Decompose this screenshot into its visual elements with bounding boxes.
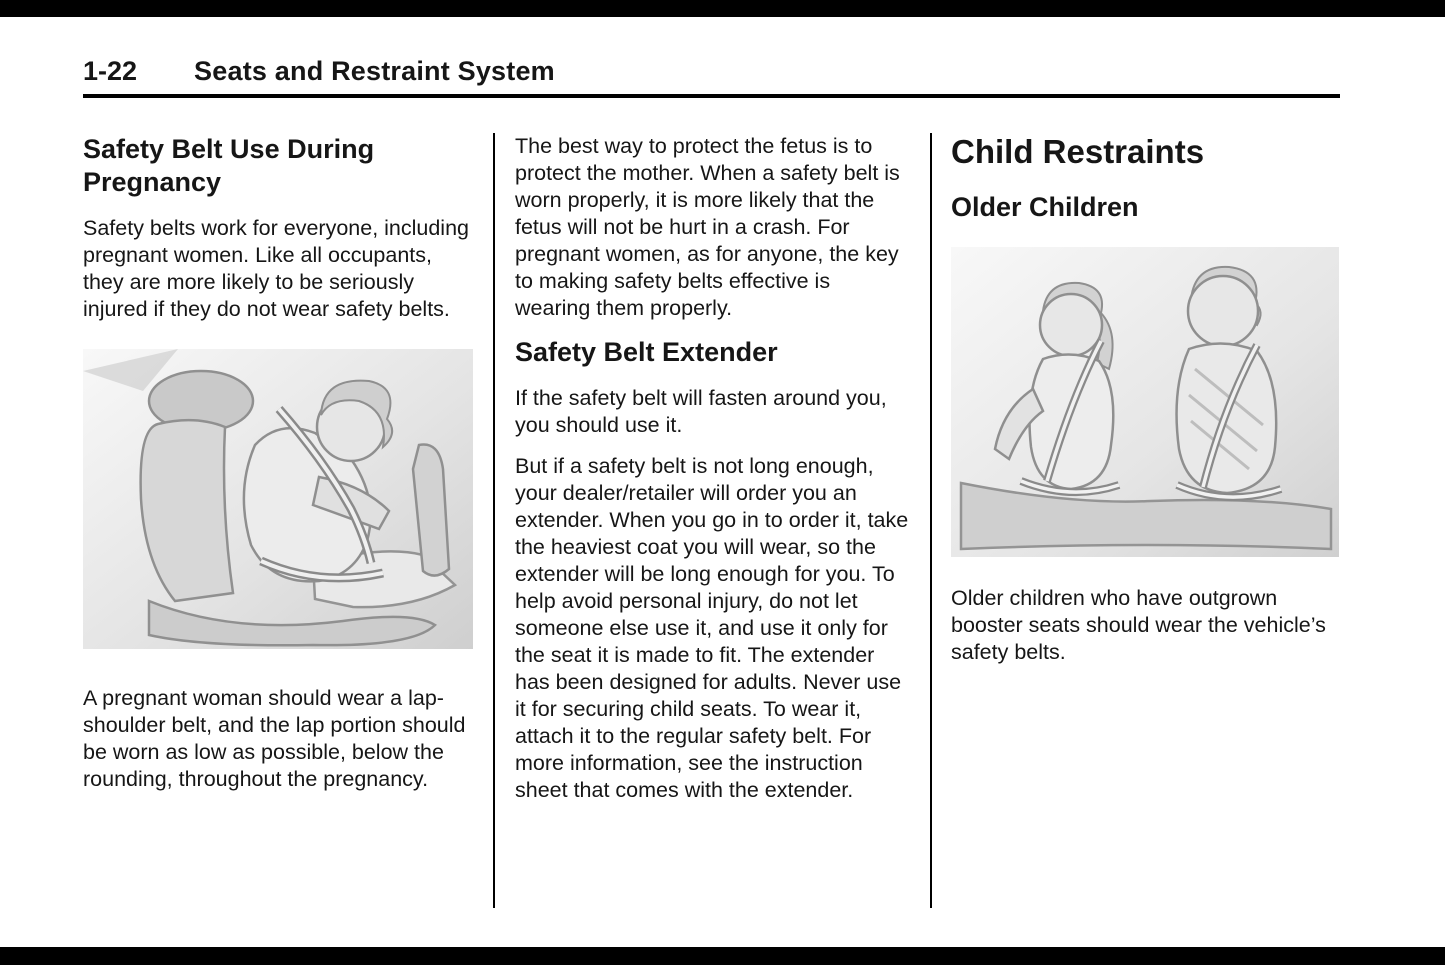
page-number: 1-22	[83, 56, 138, 86]
subsection-heading-older-children: Older Children	[951, 192, 1139, 222]
section-heading-extender: Safety Belt Extender	[515, 337, 778, 367]
header-title: Seats and Restraint System	[194, 56, 555, 86]
section-heading-pregnancy: Safety Belt Use During Pregnancy	[83, 134, 375, 197]
top-black-bar	[0, 0, 1445, 17]
content-columns	[83, 133, 1343, 908]
column-child-restraints	[951, 133, 1343, 680]
chapter-heading-child-restraints: Child Restraints	[951, 133, 1205, 170]
column-divider-2	[930, 133, 932, 908]
paragraph-extender-2: But if a safety belt is not long enough, your dealer/retailer will order you an extender. When you go in to order it, take the heaviest coat you will wear, so the extender will be long enough for you. To help avoid personal injury, do not let someone else use it, and use it only for the seat it is made to fit. The extender has been designed for adults. Never use it for securing child seats. To wear it, attach it to the regular safety belt. For more information, see the instruction sheet that comes with the extender.	[515, 454, 909, 802]
paragraph-fetus: The best way to protect the fetus is to protect the mother. When a safety belt is worn properly, it is more likely that the fetus will not be hurt in a crash. For pregnant women, as for anyone, the key to making safety belts effective is wearing them properly.	[515, 134, 900, 320]
paragraph-pregnancy-2: A pregnant woman should wear a lap-shoulder belt, and the lap portion should be worn as low as possible, below the rounding, throughout the pregnancy.	[83, 686, 466, 791]
pregnant-woman-seatbelt-illustration	[83, 349, 473, 649]
column-divider-1	[493, 133, 495, 908]
page-header	[83, 56, 555, 87]
column-extender	[515, 133, 910, 818]
bottom-black-bar	[0, 947, 1445, 965]
header-rule	[83, 94, 1340, 98]
paragraph-pregnancy-1: Safety belts work for everyone, including pregnant women. Like all occupants, they are more likely to be seriously injured if they do not wear safety belts.	[83, 216, 470, 321]
column-pregnancy	[83, 133, 478, 807]
older-children-seatbelt-illustration	[951, 247, 1339, 557]
illustration-image	[83, 349, 473, 649]
paragraph-extender-1: If the safety belt will fasten around you, you should use it.	[515, 386, 887, 437]
illustration-image	[951, 247, 1339, 557]
paragraph-older-children: Older children who have outgrown booster seats should wear the vehicle’s safety belts.	[951, 586, 1326, 664]
